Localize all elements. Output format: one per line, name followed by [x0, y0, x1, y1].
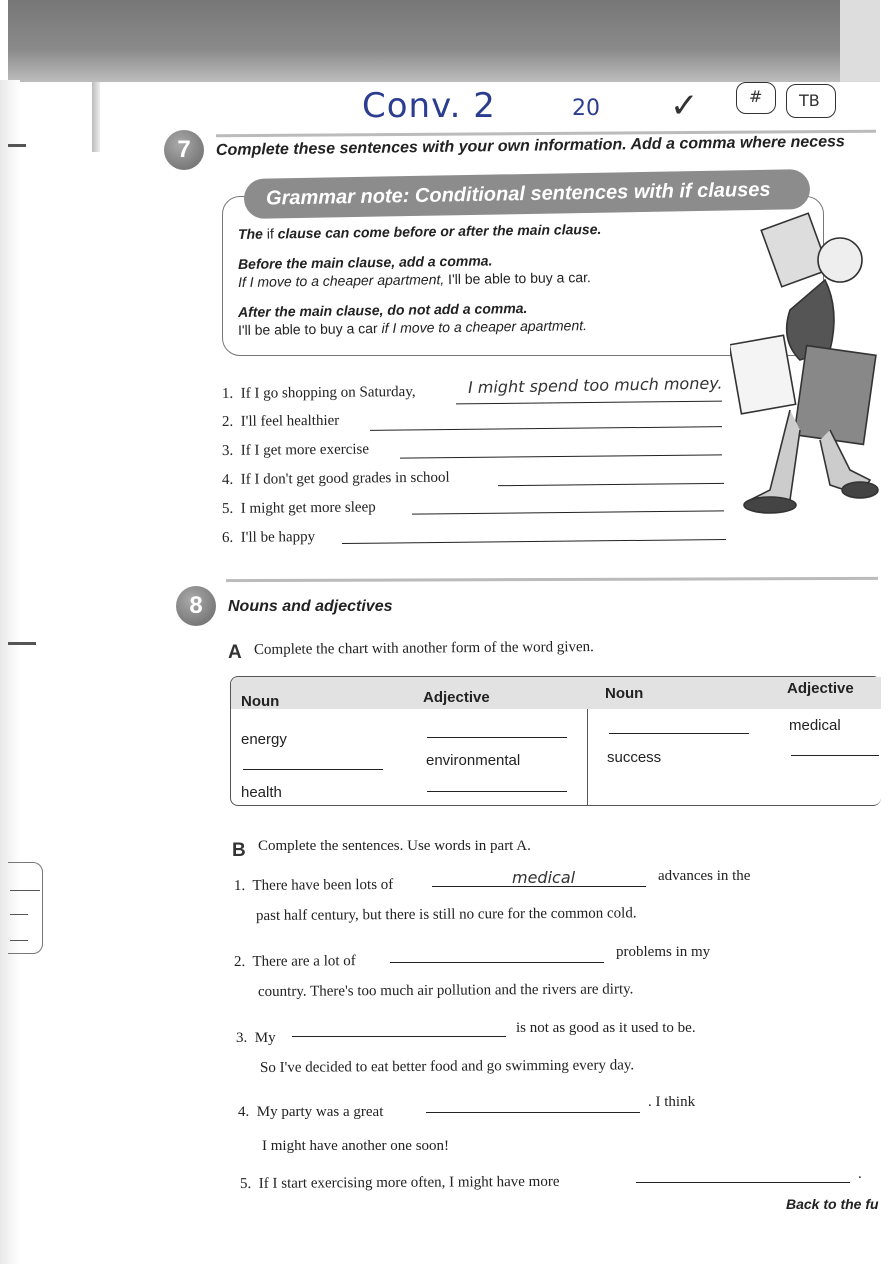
- page-top-shadow: [8, 0, 870, 82]
- partb-after-4: . I think: [648, 1094, 696, 1110]
- ex7-answer-1: I might spend too much money.: [467, 373, 723, 397]
- exercise-7-instruction: Complete these sentences with your own information. Add a comma where necess: [215, 133, 845, 159]
- chart-left-adj-2: environmental: [426, 752, 521, 769]
- partb-item-1-line1: [234, 877, 393, 895]
- partb-after-2: problems in my: [616, 944, 711, 960]
- ex7-text-6: I'll be happy: [240, 529, 316, 546]
- partb-before-5: If I start exercising more often, I might have more: [258, 1173, 560, 1192]
- chart-header-noun-1: Noun: [241, 693, 280, 710]
- ex7-text-2: I'll feel healthier: [240, 412, 340, 430]
- partb-before-1: There have been lots of: [252, 876, 394, 894]
- handwritten-title: Conv. 2: [362, 86, 496, 126]
- before-example-if: If I move to a cheaper apartment,: [237, 271, 445, 290]
- book-spine-shadow: [92, 82, 100, 152]
- ex7-num-2: 2.: [221, 413, 234, 430]
- after-example-main: I'll be able to buy a car: [237, 320, 378, 338]
- chart-header-row: [231, 677, 881, 709]
- page-top-edge: [840, 0, 880, 82]
- chart-right-adj-blank-2[interactable]: [791, 755, 879, 756]
- footer-unit-title: Back to the fu: [786, 1196, 879, 1212]
- shopper-illustration: [730, 200, 880, 520]
- chart-header-adjective-1: Adjective: [423, 689, 490, 706]
- chart-divider: [587, 709, 588, 805]
- section-8-rule: [226, 577, 878, 582]
- before-example-main: I'll be able to buy a car.: [447, 269, 591, 288]
- exercise-7-badge: 7: [164, 130, 204, 170]
- ex7-text-3: If I get more exercise: [240, 441, 370, 459]
- partb-line2-1: past half century, but there is still no cure for the common cold.: [255, 905, 637, 924]
- ex7-answer-line-6[interactable]: [342, 539, 726, 544]
- partb-item-3-line1: [236, 1030, 276, 1047]
- before-heading: Before the main clause, add a comma.: [237, 252, 493, 272]
- part-b-instruction: Complete the sentences. Use words in part A.: [258, 838, 531, 854]
- rule-1-prefix: The: [237, 225, 263, 242]
- ex7-answer-line-3[interactable]: [400, 454, 722, 458]
- partb-line2-3: So I've decided to eat better food and go swimming every day.: [259, 1057, 635, 1076]
- grammar-note-title: Grammar note: Conditional sentences with if clauses: [265, 178, 771, 210]
- partb-answer-line-3[interactable]: [292, 1036, 506, 1037]
- exercise-8-badge: 8: [176, 586, 216, 626]
- chart-left-adj-blank-3[interactable]: [427, 791, 567, 792]
- chart-right-noun-blank-1[interactable]: [609, 733, 749, 734]
- word-form-chart: [230, 676, 881, 806]
- partb-answer-line-2[interactable]: [390, 962, 604, 963]
- partb-after-5: .: [858, 1166, 862, 1182]
- chart-right-noun-2: success: [607, 749, 662, 766]
- ex7-sentence-1: [222, 384, 416, 403]
- margin-tab-line-3: [10, 940, 28, 941]
- chart-left-noun-3: health: [241, 784, 282, 801]
- partb-after-1: advances in the: [658, 868, 751, 884]
- handwritten-score: 20: [572, 96, 600, 121]
- after-example-if: if I move to a cheaper apartment.: [381, 317, 588, 336]
- partb-num-4: 4.: [238, 1104, 250, 1120]
- ex7-sentence-6: [222, 529, 315, 547]
- partb-answer-line-5[interactable]: [636, 1182, 850, 1183]
- partb-before-2: There are a lot of: [252, 953, 356, 970]
- part-a-instruction: Complete the chart with another form of the word given.: [253, 639, 594, 658]
- ex7-num-4: 4.: [221, 471, 234, 488]
- ex7-answer-line-4[interactable]: [498, 483, 724, 486]
- ex7-answer-line-2[interactable]: [370, 426, 722, 431]
- partb-num-3: 3.: [236, 1030, 248, 1046]
- partb-before-4: My party was a great: [256, 1104, 384, 1120]
- ex7-answer-line-5[interactable]: [412, 510, 724, 514]
- ex7-text-5: I might get more sleep: [240, 499, 376, 517]
- partb-after-3: is not as good as it used to be.: [516, 1020, 696, 1036]
- page-left-edge: [0, 80, 20, 1264]
- handwritten-box-2: [786, 84, 836, 118]
- partb-item-5-line1: [240, 1174, 560, 1193]
- part-a-letter: A: [228, 642, 242, 663]
- partb-answer-1: medical: [512, 868, 576, 887]
- handwritten-box-2-text: TB: [799, 91, 820, 110]
- handwritten-box-1: [736, 82, 776, 114]
- handwritten-check: ✓: [670, 86, 699, 126]
- partb-num-2: 2.: [233, 953, 246, 970]
- part-b-letter: B: [232, 840, 246, 861]
- ex7-num-6: 6.: [221, 529, 234, 546]
- ex7-answer-line-1[interactable]: [456, 401, 722, 405]
- ex7-sentence-2: [222, 413, 339, 431]
- chart-header-noun-2: Noun: [605, 685, 644, 702]
- partb-before-3: My: [254, 1030, 276, 1046]
- handwritten-box-1-text: #: [749, 87, 763, 106]
- margin-tab-line-2: [10, 914, 28, 915]
- ex7-sentence-4: [222, 470, 450, 489]
- partb-num-5: 5.: [239, 1175, 252, 1192]
- rule-1-rest: clause can come before or after the main clause.: [277, 220, 602, 242]
- chart-left-adj-blank-1[interactable]: [427, 737, 567, 738]
- partb-answer-line-4[interactable]: [426, 1112, 640, 1113]
- partb-line2-2: country. There's too much air pollution and the rivers are dirty.: [257, 981, 634, 1000]
- ex7-num-5: 5.: [221, 500, 234, 517]
- partb-item-4-line1: [238, 1104, 383, 1121]
- partb-line2-4: I might have another one soon!: [262, 1138, 450, 1154]
- ex7-num-3: 3.: [221, 442, 234, 459]
- partb-item-2-line1: [234, 953, 356, 971]
- margin-mark-1: [8, 144, 26, 147]
- exercise-8-title: Nouns and adjectives: [228, 598, 393, 615]
- ex7-sentence-5: [222, 499, 376, 518]
- ex7-text-1: If I go shopping on Saturday,: [240, 383, 416, 402]
- margin-tab-line-1: [10, 890, 40, 891]
- chart-left-noun-blank-2[interactable]: [243, 769, 383, 770]
- partb-num-1: 1.: [233, 877, 246, 894]
- after-heading: After the main clause, do not add a comma.: [237, 299, 528, 320]
- ex7-text-4: If I don't get good grades in school: [240, 469, 450, 488]
- margin-mark-2: [8, 642, 36, 645]
- rule-1-if: if: [266, 225, 274, 242]
- ex7-sentence-3: [222, 441, 369, 460]
- ex7-num-1: 1.: [221, 385, 234, 402]
- chart-header-adjective-2: Adjective: [787, 680, 854, 697]
- chart-left-noun-1: energy: [241, 731, 287, 748]
- chart-right-adj-1: medical: [789, 717, 841, 734]
